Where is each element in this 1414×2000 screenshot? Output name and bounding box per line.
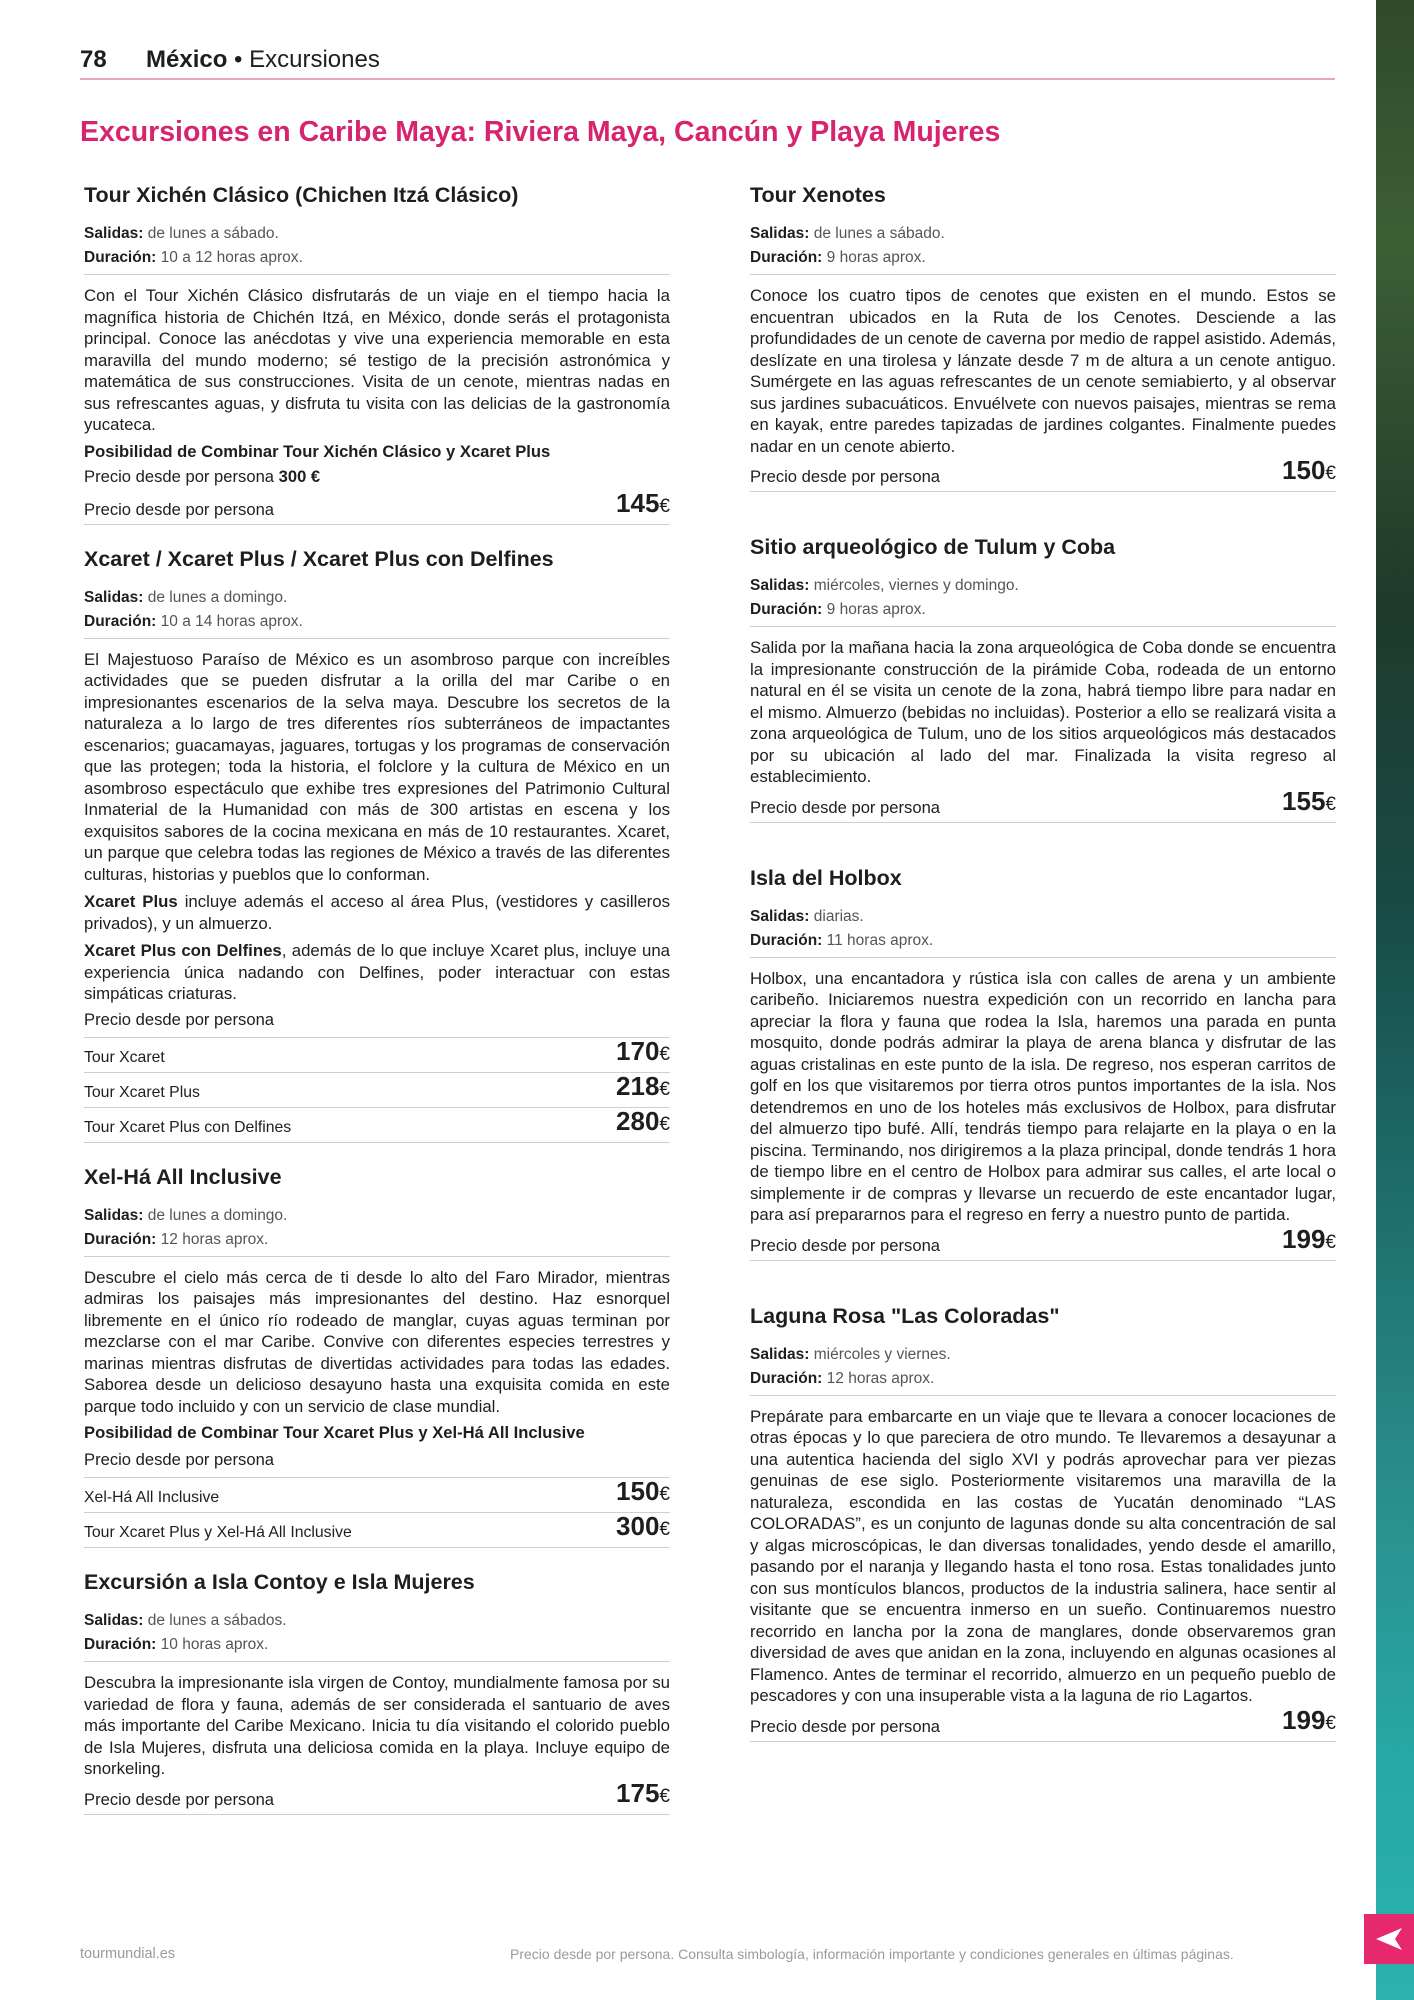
side-photo-strip <box>1376 0 1414 2000</box>
tour-meta <box>750 222 1336 275</box>
price-value <box>1282 1706 1336 1738</box>
price-amount: 218 <box>616 1070 660 1101</box>
tour-description: Salida por la mañana hacia la zona arqueológica de Coba donde se encuentra la impresionante construcción de la pirámide Coba, rodeada de un entorno natural en él se visita un cenote de la zona, habrá tiempo libre para nadar en el mismo. Almuerzo (bebidas no incluidas). Posterior a ello se realizará visita a zona arqueológica de Tulum, uno de los sitios arqueológicos más destacados por su ubicación al lado del mar. Finalizada la visita regreso al establecimiento. <box>750 638 1336 786</box>
right-column <box>750 182 1336 1763</box>
page-title: Excursiones en Caribe Maya: Riviera Maya, Cancún y Playa Mujeres <box>80 116 1001 148</box>
price-row <box>84 1070 670 1108</box>
combo-note: Posibilidad de Combinar Tour Xcaret Plus y Xel-Há All Inclusive <box>84 1423 585 1442</box>
price-value <box>616 489 670 521</box>
price-label: Precio desde por persona <box>750 797 941 817</box>
price-value <box>1282 1225 1336 1257</box>
plus-name: Xcaret Plus <box>84 892 178 911</box>
arrow-left-icon <box>1374 1926 1404 1952</box>
price-value <box>616 1477 670 1509</box>
duracion-line <box>84 246 670 270</box>
delfines-text: , además de lo que incluye Xcaret plus, incluye una experiencia única nadando con Delfines, poder interactuar con estas simpáticas criaturas. <box>84 941 670 1003</box>
delfines-note <box>84 940 670 1005</box>
tour-title: Sitio arqueológico de Tulum y Coba <box>750 535 1116 559</box>
tour-description: Conoce los cuatro tipos de cenotes que existen en el mundo. Estos se encuentran ubicados en la Ruta de los Cenotes. Desciende a las profundidades de un cenote de caverna por medio de rappel asistido. Además, deslízate en una tirolesa y lánzate desde 7 m de altura a un cenote antiguo. Sumérgete en las aguas refrescantes de un cenote semiabierto, y al observar sus jardines subacuáticos. Envuélvete con nuevos paisajes, mientras se rema en kayak, entre paredes tapizadas de jardines colgantes. Finalmente puedes nadar en un cenote abierto. <box>750 286 1336 456</box>
tour-title: Xcaret / Xcaret Plus / Xcaret Plus con Delfines <box>84 546 554 571</box>
price-row <box>750 785 1336 823</box>
price-currency: € <box>659 495 670 517</box>
price-row <box>84 1478 670 1513</box>
salidas-line <box>750 222 1336 246</box>
salidas-label: Salidas: <box>750 907 810 925</box>
tour-description: Con el Tour Xichén Clásico disfrutarás de un viaje en el tiempo hacia la magnífica historia de Chichén Itzá, en México, donde serás el protagonista principal. Conoce las anécdotas y vive una experiencia memorable en esta maravilla del mundo moderno; sé testigo de la precisión astronómica y matemática de sus construcciones. Visita de un cenote, mientras nadas en sus refrescantes aguas, y disfruta tu visita con las delicias de la gastronomía yucateca. <box>84 286 670 434</box>
salidas-line <box>84 1609 670 1633</box>
duracion-label: Duración: <box>750 931 823 949</box>
price-label: Tour Xcaret Plus con Delfines <box>84 1118 292 1136</box>
tour-description: Prepárate para embarcarte en un viaje que te llevara a conocer locaciones de otras épocas y lo que pareciera de otro mundo. Te llevaremos a desayunar a una autentica hacienda del siglo XVI y podrás aprovechar para ver piezas genuinas de ese siglo. Posteriormente visitaremos una maravilla de la naturaleza, escondida en las costas de Yucatán denominado “LAS COLORADAS”, es un conjunto de lagunas donde su alta concentración de sal y algas microscópicas, le dan diversas tonalidades, yendo desde el amarillo, pasando por el naranja y llegando hasta el tono rosa. Estas tonalidades junto con sus montículos blancos, productos de la industria salinera, hace sentir al visitante que se encuentra inmerso en un sueño. Continuaremos nuestro recorrido en lancha por la zona de manglares, donde observaremos gran diversidad de aves que anidan en la zona, incluyendo en algunas ocasiones al Flamenco. Antes de terminar el recorrido, almuerzo en un pequeño pueblo de pescadores y con una insuperable vista a la laguna de rio Lagartos. <box>750 1406 1336 1705</box>
price-row <box>84 1105 670 1143</box>
tour-meta <box>750 905 1336 958</box>
tour-title: Laguna Rosa "Las Coloradas" <box>750 1303 1060 1328</box>
duracion-value: 10 horas aprox. <box>156 1636 269 1653</box>
price-label: Precio desde por persona <box>84 499 275 519</box>
tour-description: Holbox, una encantadora y rústica isla con calles de arena y un ambiente caribeño. Iniciaremos nuestra expedición con un recorrido en lancha para apreciar la flora y fauna que rodea la Isla, haremos una parada en punta mosquito, donde podrás admirar la playa de arena blanca y disfrutar de las aguas cristalinas en este punto de la isla. De regreso, nos esperan carritos de golf en los que visitaremos por tierra otros puntos importantes de la isla. Nos detendremos en uno de los hoteles más exclusivos de Holbox, para disfrutar del almuerzo tipo bufé. Allí, tendrás tiempo para relajarte en la playa o en la piscina. Terminando, nos dirigiremos a la plaza principal, donde tendrás 1 hora de tiempo libre en el centro de Holbox para admirar sus calles, el arte local o simplemente ir de compras y llevarse un recuerdo de este encantador lugar, para así prepararnos para el regreso en ferry a nuestro punto de partida. <box>750 968 1336 1224</box>
salidas-line <box>84 222 670 246</box>
duracion-value: 11 horas aprox. <box>822 931 934 949</box>
tour-description: Descubra la impresionante isla virgen de Contoy, mundialmente famosa por su variedad de flora y fauna, además de ser considerada el santuario de aves más importante del Caribe Mexicano. Inicia tu día visitando el colorido pueblo de Isla Mujeres, disfruta una deliciosa comida en la playa. Incluye equipo de snorkeling. <box>84 1673 670 1778</box>
duracion-line <box>750 598 1336 622</box>
salidas-value: de lunes a sábado. <box>809 225 945 242</box>
duracion-value: 9 horas aprox. <box>822 249 926 266</box>
price-label: Xel-Há All Inclusive <box>84 1489 220 1506</box>
salidas-value: miércoles, viernes y domingo. <box>809 577 1019 594</box>
price-currency: € <box>1325 1231 1336 1253</box>
price-value <box>616 1037 670 1069</box>
price-currency: € <box>659 1519 670 1540</box>
salidas-label: Salidas: <box>84 588 144 606</box>
price-row <box>84 1777 670 1815</box>
tour-xenotes <box>750 182 1336 492</box>
duracion-label: Duración: <box>84 1230 157 1248</box>
tour-xcaret <box>84 546 670 1143</box>
salidas-label: Salidas: <box>84 1612 144 1629</box>
price-amount: 145 <box>616 487 660 518</box>
tour-title: Xel-Há All Inclusive <box>84 1164 282 1189</box>
duracion-line <box>84 1228 670 1252</box>
price-currency: € <box>1325 793 1336 815</box>
combo-price-label: Precio desde por persona <box>84 466 279 486</box>
price-amount: 199 <box>1282 1223 1326 1254</box>
tour-description: Descubre el cielo más cerca de ti desde lo alto del Faro Mirador, mientras admiras los paisajes más impresionantes del destino. Haz esnorquel libremente en el único río rodeado de manglar, cuyas aguas terminan por mezclarse con el mar Caribe. Convive con diferentes especies terrestres y marinas mientras disfrutas de divertidas actividades para todas las edades. Saborea desde un delicioso desayuno hasta una exquisita comida en este parque todo incluido y con un servicio de clase mundial. <box>84 1267 670 1416</box>
price-value <box>1282 787 1336 819</box>
price-currency: € <box>659 1113 670 1135</box>
duracion-value: 12 horas aprox. <box>822 1369 935 1387</box>
price-value <box>616 1072 670 1104</box>
page-number: 78 <box>80 46 107 73</box>
tour-title: Excursión a Isla Contoy e Isla Mujeres <box>84 1570 475 1594</box>
salidas-value: diarias. <box>809 907 864 925</box>
salidas-line <box>84 1204 670 1228</box>
tour-title: Isla del Holbox <box>750 865 902 890</box>
duracion-label: Duración: <box>84 249 157 266</box>
tour-xichen <box>84 182 670 525</box>
duracion-value: 10 a 14 horas aprox. <box>156 612 303 630</box>
tour-meta <box>84 586 670 639</box>
duracion-value: 12 horas aprox. <box>156 1230 269 1248</box>
tour-title: Tour Xichén Clásico (Chichen Itzá Clásico) <box>84 183 519 207</box>
price-amount: 155 <box>1282 785 1326 816</box>
price-value <box>616 1779 670 1811</box>
salidas-label: Salidas: <box>750 225 810 242</box>
header-title <box>146 46 380 74</box>
tour-holbox <box>750 865 1336 1261</box>
combo-price: 300 € <box>278 466 321 486</box>
duracion-label: Duración: <box>750 249 823 266</box>
price-amount: 199 <box>1282 1704 1326 1735</box>
price-label: Precio desde por persona <box>750 1235 941 1255</box>
footer-site[interactable]: tourmundial.es <box>80 1946 176 1962</box>
price-label: Precio desde por persona <box>84 1789 275 1809</box>
plus-text: incluye además el acceso al área Plus, (vestidores y casilleros privados), y un almuerzo. <box>84 892 670 933</box>
footer-note: Precio desde por persona. Consulta simbología, información importante y condiciones generales en últimas páginas. <box>510 1946 1234 1962</box>
salidas-line <box>84 586 670 610</box>
price-label: Precio desde por persona <box>750 467 941 486</box>
tour-description: El Majestuoso Paraíso de México es un asombroso parque con increíbles actividades que se pueden disfrutar a la orilla del mar Caribe o en impresionantes escenarios de la selva maya. Descubre los secretos de la naturaleza a lo largo de tres diferentes ríos subterráneos de impactantes escenarios; guacamayas, jaguares, tortugas y los programas de conservación que las protegen; toda la historia, el folclore y la cultura de México en un asombroso espectáculo que exhibe tres expresiones del Patrimonio Cultural Inmaterial de la Humanidad con más de 300 artistas en escena y los exquisitos sabores de la cocina mexicana en más de 10 restaurantes. Xcaret, un parque que celebra todas las regiones de México a través de las diferentes culturas, historias y pueblos que lo conforman. <box>84 649 670 884</box>
duracion-label: Duración: <box>84 1636 157 1653</box>
price-currency: € <box>659 1785 670 1807</box>
header-section: Excursiones <box>249 46 380 73</box>
price-currency: € <box>659 1078 670 1100</box>
tour-meta <box>750 1343 1336 1396</box>
price-row <box>84 487 670 525</box>
salidas-line <box>750 905 1336 929</box>
plus-note <box>84 891 670 934</box>
tour-xelha <box>84 1164 670 1549</box>
tour-tulum <box>750 534 1336 823</box>
page-header <box>80 44 1335 80</box>
salidas-value: de lunes a domingo. <box>143 588 288 606</box>
salidas-label: Salidas: <box>750 1345 810 1363</box>
salidas-value: de lunes a sábado. <box>143 225 279 242</box>
back-button[interactable] <box>1364 1914 1414 1964</box>
duracion-label: Duración: <box>84 612 157 630</box>
price-amount: 175 <box>616 1777 660 1808</box>
salidas-label: Salidas: <box>84 1206 144 1224</box>
price-label: Tour Xcaret Plus y Xel-Há All Inclusive <box>84 1524 352 1541</box>
price-row <box>84 1035 670 1073</box>
combo-note: Posibilidad de Combinar Tour Xichén Clásico y Xcaret Plus <box>84 441 551 461</box>
price-intro: Precio desde por persona <box>84 1447 670 1478</box>
salidas-value: de lunes a sábados. <box>143 1612 287 1629</box>
duracion-label: Duración: <box>750 1369 823 1387</box>
price-amount: 170 <box>616 1035 660 1066</box>
delfines-name: Xcaret Plus con Delfines <box>84 941 282 960</box>
price-label: Tour Xcaret Plus <box>84 1083 200 1101</box>
combo-price-line <box>84 464 670 490</box>
tour-meta <box>750 574 1336 627</box>
duracion-label: Duración: <box>750 601 823 618</box>
header-separator: • <box>227 46 250 73</box>
duracion-line <box>750 1367 1336 1391</box>
duracion-value: 10 a 12 horas aprox. <box>156 249 303 266</box>
price-amount: 280 <box>616 1105 660 1136</box>
price-value <box>616 1107 670 1139</box>
tour-laguna-rosa <box>750 1303 1336 1742</box>
salidas-label: Salidas: <box>750 577 810 594</box>
price-currency: € <box>659 1484 670 1505</box>
tour-meta <box>84 1204 670 1257</box>
price-row <box>750 457 1336 492</box>
duracion-line <box>84 1633 670 1657</box>
salidas-label: Salidas: <box>84 225 144 242</box>
tour-title: Tour Xenotes <box>750 183 886 207</box>
price-currency: € <box>1325 1712 1336 1734</box>
salidas-line <box>750 574 1336 598</box>
left-column <box>84 182 670 1836</box>
duracion-line <box>84 610 670 634</box>
price-currency: € <box>1325 463 1336 484</box>
price-value <box>1282 456 1336 488</box>
price-row <box>750 1223 1336 1261</box>
duracion-line <box>750 246 1336 270</box>
tour-meta <box>84 1609 670 1662</box>
tour-contoy <box>84 1569 670 1815</box>
price-row <box>84 1513 670 1548</box>
price-row <box>750 1704 1336 1742</box>
price-currency: € <box>659 1043 670 1065</box>
tour-meta <box>84 222 670 275</box>
salidas-line <box>750 1343 1336 1367</box>
price-label: Tour Xcaret <box>84 1048 165 1066</box>
price-value <box>616 1512 670 1544</box>
price-amount: 150 <box>616 1476 660 1506</box>
price-amount: 300 <box>616 1511 660 1541</box>
duracion-line <box>750 929 1336 953</box>
price-amount: 150 <box>1282 455 1326 485</box>
salidas-value: de lunes a domingo. <box>143 1206 288 1224</box>
duracion-value: 9 horas aprox. <box>822 601 926 618</box>
salidas-value: miércoles y viernes. <box>809 1345 951 1363</box>
header-country: México <box>146 46 228 73</box>
price-label: Precio desde por persona <box>750 1716 941 1736</box>
price-intro: Precio desde por persona <box>84 1007 670 1038</box>
